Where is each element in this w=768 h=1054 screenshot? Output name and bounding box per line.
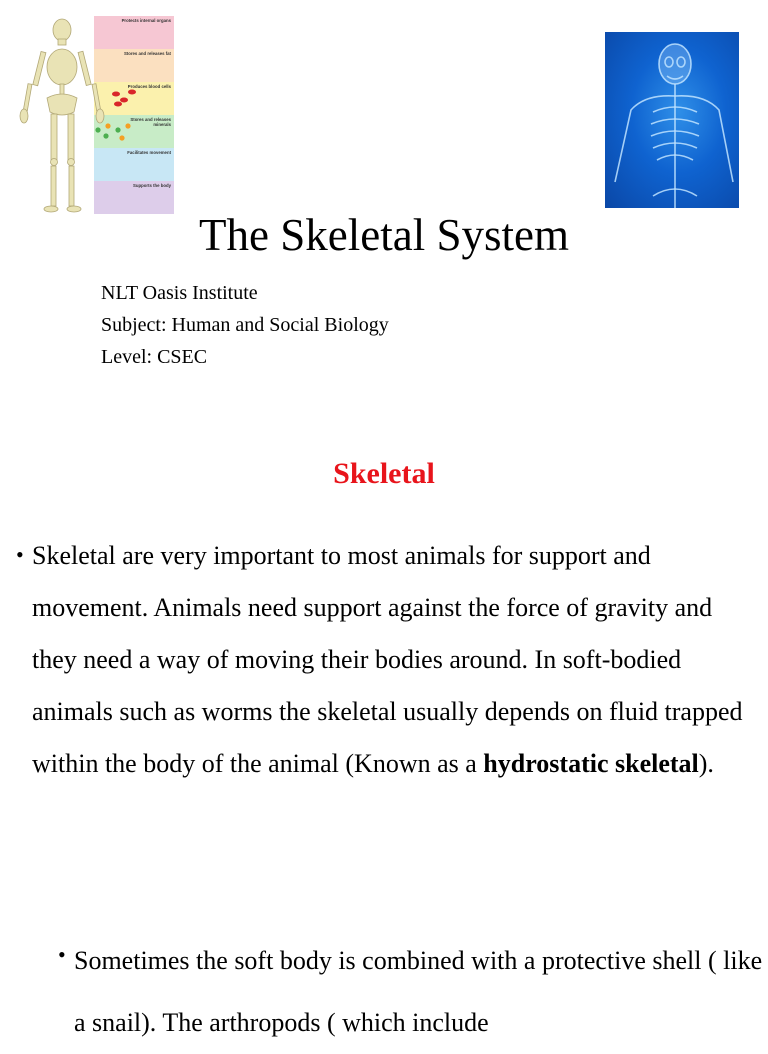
bullet-paragraph-2: Sometimes the soft body is combined with a protective shell ( like a snail). The arthropods ( which include — [74, 946, 763, 1037]
skeleton-functions-infographic — [14, 14, 174, 216]
band-minerals: Stores and releases minerals — [94, 115, 174, 148]
subject-line: Subject: Human and Social Biology — [101, 314, 389, 336]
band-blood-cells: Produces blood cells — [94, 82, 174, 115]
skeleton-illustration — [14, 14, 174, 216]
page-title: The Skeletal System — [199, 210, 569, 260]
band-movement: Facilitates movement — [94, 148, 174, 181]
hydrostatic-term: hydrostatic skeletal — [483, 749, 699, 778]
level-line: Level: CSEC — [101, 346, 208, 368]
bullet-marker: • — [58, 942, 66, 967]
institute-name: NLT Oasis Institute — [101, 282, 258, 304]
band-protects: Protects internal organs — [94, 16, 174, 49]
bullet-1-end: ). — [698, 749, 714, 778]
section-heading: Skeletal — [333, 457, 435, 490]
band-fat: Stores and releases fat — [94, 49, 174, 82]
bullet-marker: • — [16, 542, 24, 567]
bullet-paragraph-1 — [32, 530, 762, 790]
blue-skeleton-figure — [605, 32, 739, 208]
band-supports: Supports the body — [94, 181, 174, 214]
bullet-1-text: Skeletal are very important to most animals for support and movement. Animals need support against the force of gravity and they need a way of moving their bodies around. In soft-bodied animals such as worms the skeletal usually depends on fluid trapped within the body of the animal (Known as a — [32, 541, 743, 778]
